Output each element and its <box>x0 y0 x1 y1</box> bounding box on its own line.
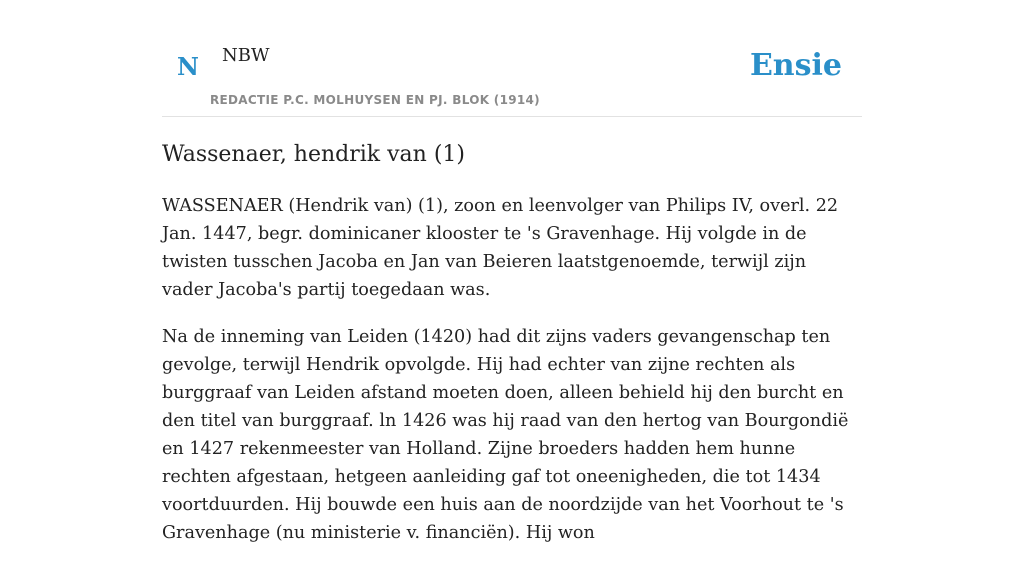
header <box>162 0 862 117</box>
source-logo[interactable]: N <box>177 52 199 81</box>
source-name[interactable]: NBW <box>222 45 270 66</box>
article-body <box>162 192 862 566</box>
source-editor: REDACTIE P.C. MOLHUYSEN EN PJ. BLOK (1914) <box>210 93 540 107</box>
article-paragraph: WASSENAER (Hendrik van) (1), zoon en leenvolger van Philips IV, overl. 22 Jan. 1447, begr. dominicaner klooster te 's Gravenhage. Hij volgde in de twisten tusschen Jacoba en Jan van Beieren laatstgenoemde, terwijl zijn vader Jacoba's partij toegedaan was. <box>162 196 839 300</box>
ensie-logo-link[interactable]: Ensie <box>749 48 842 83</box>
article-paragraph: Na de inneming van Leiden (1420) had dit zijns vaders gevangenschap ten gevolge, terwijl Hendrik opvolgde. Hij had echter van zijne rechten als burggraaf van Leiden afstand moeten doen, alleen behield hij den burcht en den titel van burggraaf. ln 1426 was hij raad van den hertog van Bourgondië en 1427 rekenmeester van Holland. Zijne broeders hadden hem hunne rechten afgestaan, hetgeen aanleiding gaf tot oneenigheden, die tot 1434 voortduurden. Hij bouwde een huis aan de noordzijde van het Voorhout te 's Gravenhage (nu ministerie v. financiën). Hij won <box>162 327 849 543</box>
page-title: Wassenaer, hendrik van (1) <box>162 142 465 167</box>
